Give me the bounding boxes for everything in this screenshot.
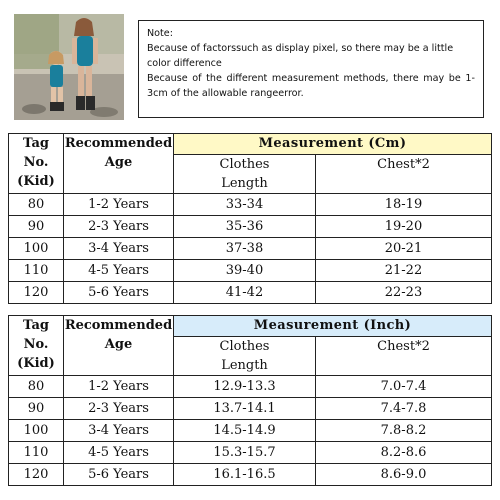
table-row: [9, 216, 492, 238]
tag-cell: 110: [9, 260, 64, 282]
chest-cell: 21-22: [316, 260, 492, 282]
tag-cell: 80: [9, 376, 64, 398]
age-cell: 1-2 Years: [64, 376, 174, 398]
chest-cell: 18-19: [316, 194, 492, 216]
table-row: [9, 376, 492, 398]
chest-cell: 22-23: [316, 282, 492, 304]
measurement-inch-header: Measurement (Inch): [174, 316, 492, 337]
clothes-length-header: Clothes Length: [174, 337, 316, 376]
age-header: Recommended Age: [64, 134, 174, 194]
chest-header: Chest*2: [316, 337, 492, 376]
tag-cell: 90: [9, 398, 64, 420]
age-cell: 2-3 Years: [64, 398, 174, 420]
size-table-cm: [8, 133, 492, 304]
clothes-length-cell: 12.9-13.3: [174, 376, 316, 398]
age-cell: 1-2 Years: [64, 194, 174, 216]
tag-cell: 90: [9, 216, 64, 238]
clothes-length-cell: 41-42: [174, 282, 316, 304]
table-row: [9, 194, 492, 216]
age-cell: 3-4 Years: [64, 238, 174, 260]
clothes-length-cell: 14.5-14.9: [174, 420, 316, 442]
table-row: [9, 464, 492, 486]
clothes-length-header: Clothes Length: [174, 155, 316, 194]
table-row: [9, 398, 492, 420]
table-row: [9, 420, 492, 442]
clothes-length-cell: 13.7-14.1: [174, 398, 316, 420]
tag-cell: 110: [9, 442, 64, 464]
clothes-length-cell: 39-40: [174, 260, 316, 282]
tag-header: Tag No. (Kid): [9, 316, 64, 376]
chest-cell: 8.2-8.6: [316, 442, 492, 464]
chest-cell: 20-21: [316, 238, 492, 260]
size-table-inch: [8, 315, 492, 486]
age-cell: 4-5 Years: [64, 442, 174, 464]
note-title: Note:: [147, 28, 173, 39]
tag-header: Tag No. (Kid): [9, 134, 64, 194]
age-cell: 5-6 Years: [64, 282, 174, 304]
table-row: [9, 282, 492, 304]
chest-cell: 7.0-7.4: [316, 376, 492, 398]
age-cell: 4-5 Years: [64, 260, 174, 282]
chest-header: Chest*2: [316, 155, 492, 194]
clothes-length-cell: 33-34: [174, 194, 316, 216]
chest-cell: 7.8-8.2: [316, 420, 492, 442]
tag-cell: 100: [9, 420, 64, 442]
age-cell: 5-6 Years: [64, 464, 174, 486]
chest-cell: 7.4-7.8: [316, 398, 492, 420]
note-line-color: Because of factorssuch as display pixel, so there may be a little color difference: [147, 43, 454, 69]
table-row: [9, 260, 492, 282]
age-cell: 2-3 Years: [64, 216, 174, 238]
note-line-measurement: Because of the different measurement methods, there may be 1-3cm of the allowable rangeerror.: [147, 73, 475, 99]
clothes-length-cell: 15.3-15.7: [174, 442, 316, 464]
tag-cell: 120: [9, 282, 64, 304]
chest-cell: 19-20: [316, 216, 492, 238]
tag-cell: 100: [9, 238, 64, 260]
tag-cell: 80: [9, 194, 64, 216]
chest-cell: 8.6-9.0: [316, 464, 492, 486]
clothes-length-cell: 37-38: [174, 238, 316, 260]
clothes-length-cell: 35-36: [174, 216, 316, 238]
measurement-cm-header: Measurement (Cm): [174, 134, 492, 155]
clothes-length-cell: 16.1-16.5: [174, 464, 316, 486]
table-row: [9, 238, 492, 260]
tag-cell: 120: [9, 464, 64, 486]
note-box: [138, 20, 484, 118]
age-cell: 3-4 Years: [64, 420, 174, 442]
product-photo: [14, 14, 124, 120]
age-header: Recommended Age: [64, 316, 174, 376]
table-row: [9, 442, 492, 464]
